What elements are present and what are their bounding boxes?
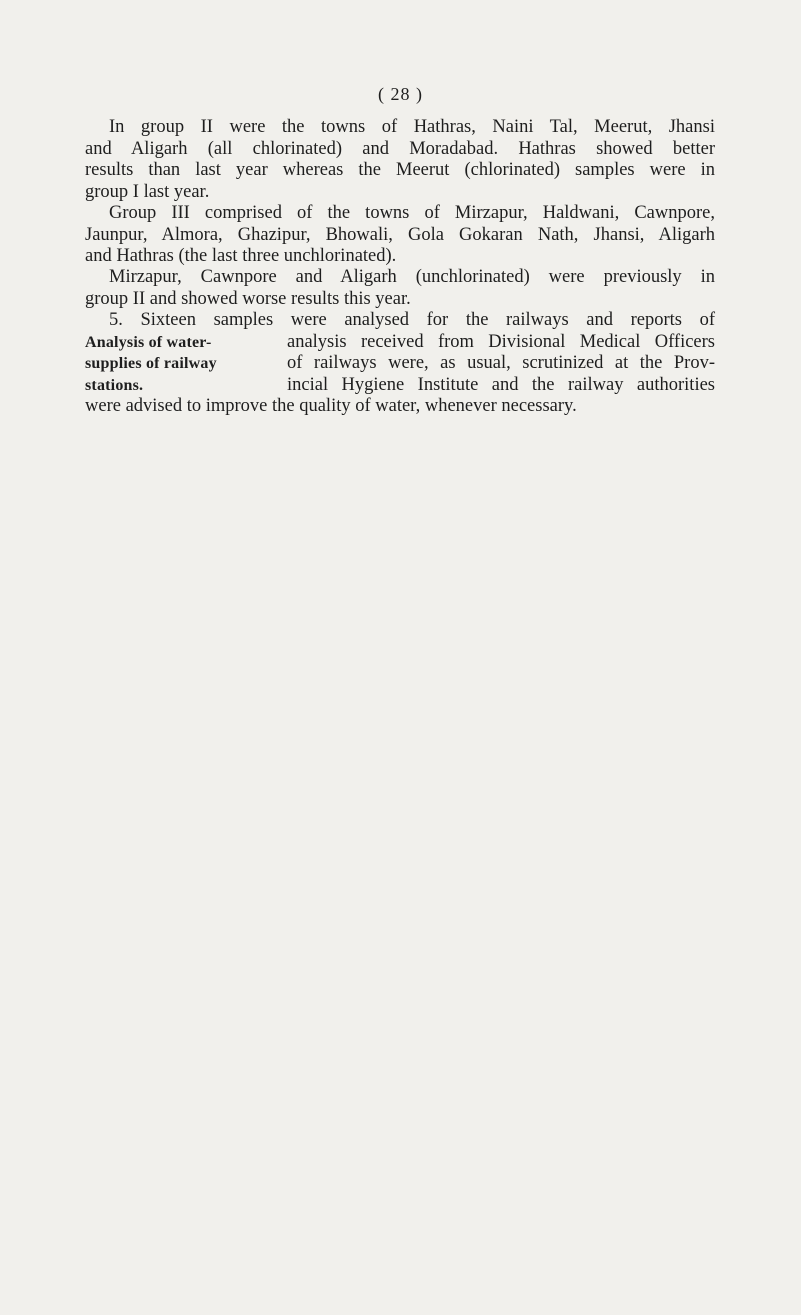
paragraph-line: and Aligarh (all chlorinated) and Moradabad. Hathras showed better xyxy=(85,138,715,159)
section-5-row xyxy=(85,332,715,354)
paragraph-line: Jaunpur, Almora, Ghazipur, Bhowali, Gola Gokaran Nath, Jhansi, Aligarh xyxy=(85,224,715,245)
section-5-railway-water-analysis xyxy=(85,310,715,418)
section-5-body-line: analysis received from Divisional Medical Officers xyxy=(287,331,715,352)
paragraph-line: Mirzapur, Cawnpore and Aligarh (unchlorinated) were previously in xyxy=(109,267,715,287)
paragraph-line: group II and showed worse results this year. xyxy=(85,288,411,309)
paragraph-line: group I last year. xyxy=(85,181,210,202)
margin-heading-line: stations. xyxy=(85,376,144,394)
margin-heading-line: Analysis of water- xyxy=(85,333,212,351)
section-5-row xyxy=(85,375,715,397)
section-5-body-line: incial Hygiene Institute and the railway authorities xyxy=(287,374,715,395)
paragraph-group-iii xyxy=(85,203,715,268)
section-5-body-line: of railways were, as usual, scrutinized at the Prov- xyxy=(287,353,715,373)
paragraph-line: Group III comprised of the towns of Mirzapur, Haldwani, Cawnpore, xyxy=(109,203,715,223)
paragraph-unchlorinated-note xyxy=(85,267,715,310)
section-5-first-line: 5. Sixteen samples were analysed for the railways and reports of xyxy=(109,310,715,330)
paragraph-group-ii xyxy=(85,117,715,203)
paragraph-line: results than last year whereas the Meerut (chlorinated) samples were in xyxy=(85,160,715,180)
section-5-last-line: were advised to improve the quality of water, whenever necessary. xyxy=(85,396,577,416)
page-number: ( 28 ) xyxy=(378,84,423,104)
margin-heading-line: supplies of railway xyxy=(85,355,217,372)
paragraph-line: In group II were the towns of Hathras, Naini Tal, Meerut, Jhansi xyxy=(109,117,715,137)
paragraph-line: and Hathras (the last three unchlorinated). xyxy=(85,246,397,266)
section-5-row xyxy=(85,353,715,375)
